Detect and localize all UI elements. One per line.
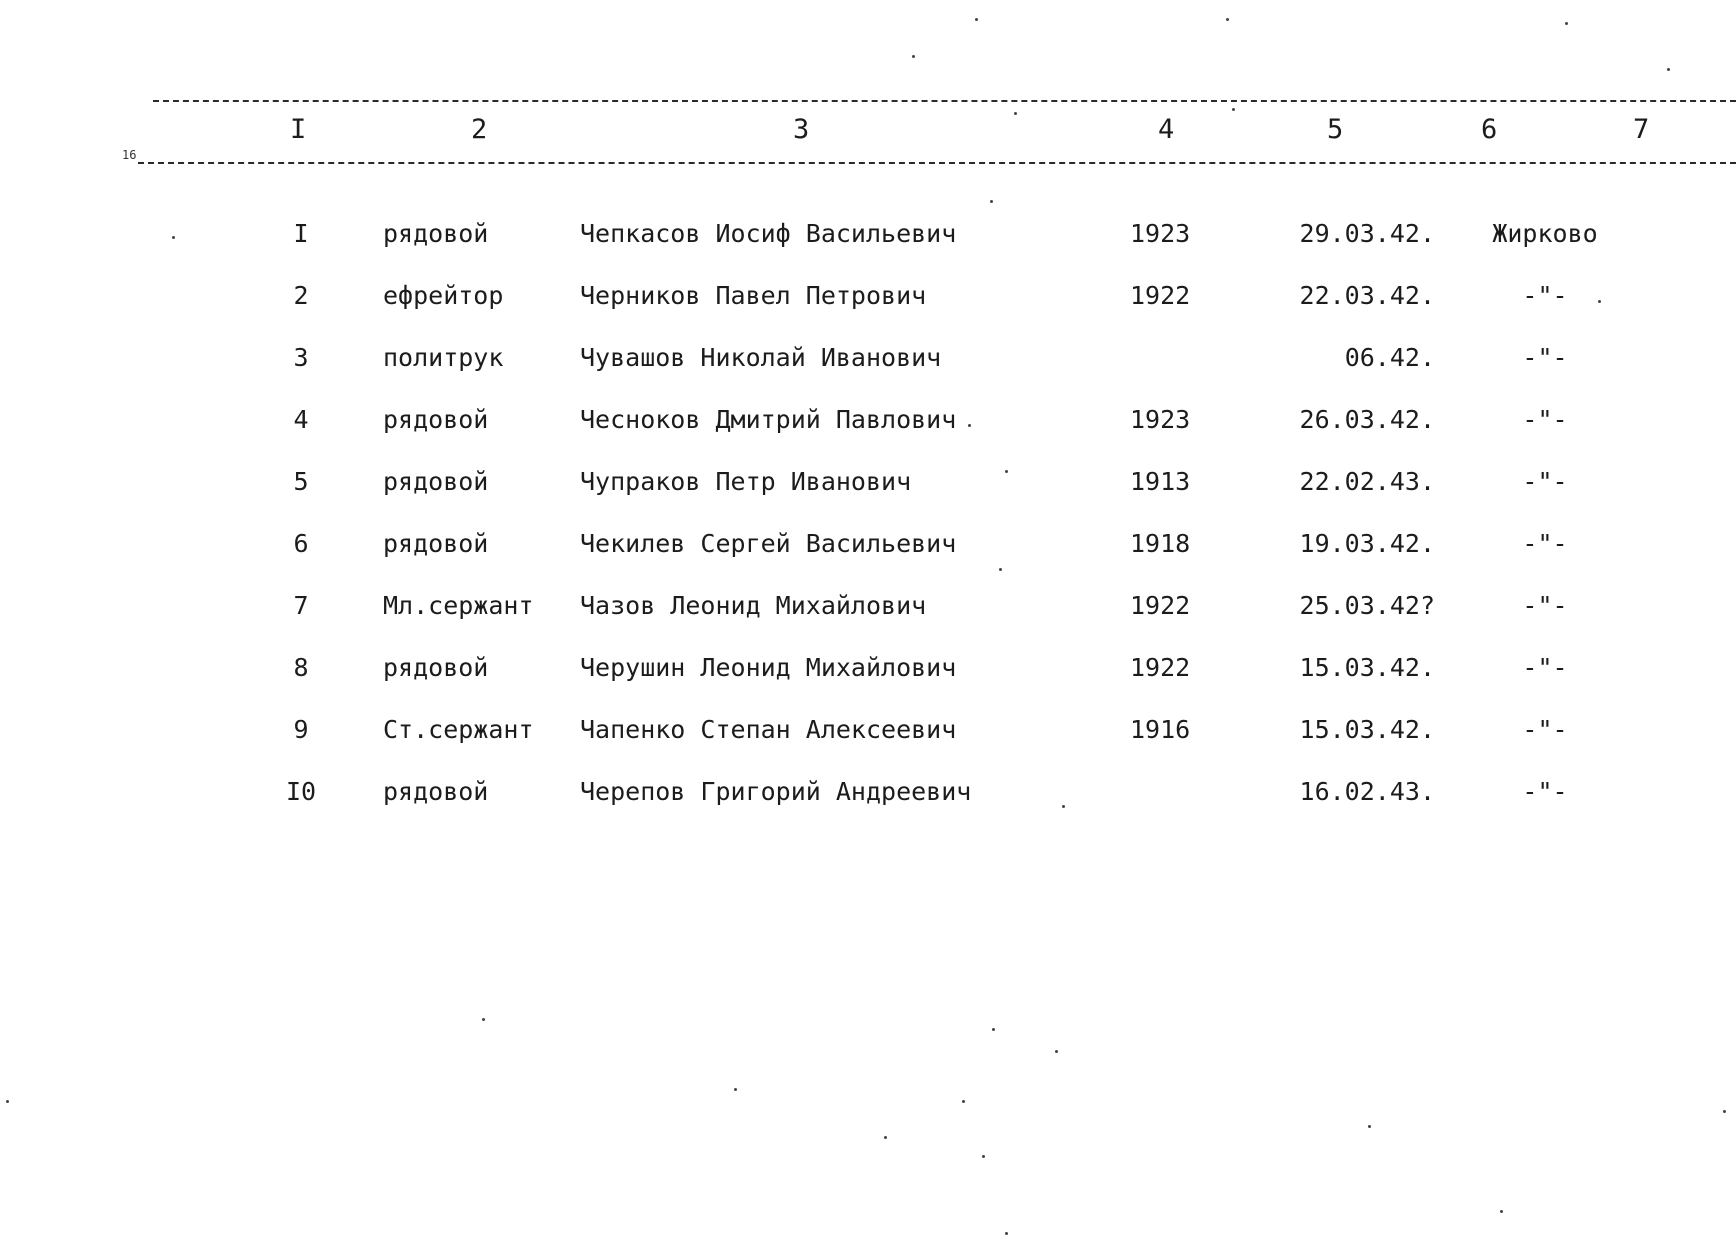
row-5-number: 5 (293, 467, 309, 496)
header-bottom-rule (138, 162, 1736, 164)
row-4-year: 1923 (1130, 405, 1191, 434)
row-5-year: 1913 (1130, 467, 1191, 496)
row-4-number: 4 (293, 405, 309, 434)
row-10-date: 16.02.43. (1299, 777, 1435, 806)
margin-mark: 16 (122, 148, 137, 162)
row-3-name: Чувашов Николай Иванович (580, 343, 942, 372)
column-header-4: 4 (1158, 114, 1175, 145)
row-2-date: 22.03.42. (1299, 281, 1435, 310)
row-6-name: Чекилев Сергей Васильевич (580, 529, 957, 558)
row-1-number: I (293, 219, 309, 248)
column-header-1: I (290, 114, 307, 145)
row-1-year: 1923 (1130, 219, 1191, 248)
row-2-place: -"- (1522, 281, 1568, 310)
row-8-name: Черушин Леонид Михайлович (580, 653, 957, 682)
row-5-place: -"- (1522, 467, 1568, 496)
row-7-date: 25.03.42? (1299, 591, 1435, 620)
row-10-place: -"- (1522, 777, 1568, 806)
row-8-rank: рядовой (383, 653, 489, 682)
column-header-7: 7 (1633, 114, 1650, 145)
row-5-date: 22.02.43. (1299, 467, 1435, 496)
row-2-number: 2 (293, 281, 309, 310)
row-10-rank: рядовой (383, 777, 489, 806)
row-7-year: 1922 (1130, 591, 1191, 620)
row-3-number: 3 (293, 343, 309, 372)
row-7-place: -"- (1522, 591, 1568, 620)
row-9-place: -"- (1522, 715, 1568, 744)
row-9-number: 9 (293, 715, 309, 744)
row-9-rank: Ст.сержант (383, 715, 534, 744)
row-3-place: -"- (1522, 343, 1568, 372)
row-1-rank: рядовой (383, 219, 489, 248)
row-8-date: 15.03.42. (1299, 653, 1435, 682)
row-9-year: 1916 (1130, 715, 1191, 744)
row-4-date: 26.03.42. (1299, 405, 1435, 434)
column-header-5: 5 (1327, 114, 1344, 145)
row-5-rank: рядовой (383, 467, 489, 496)
row-1-date: 29.03.42. (1299, 219, 1435, 248)
row-7-rank: Мл.сержант (383, 591, 534, 620)
row-1-name: Чепкасов Иосиф Васильевич (580, 219, 957, 248)
row-8-number: 8 (293, 653, 309, 682)
row-8-place: -"- (1522, 653, 1568, 682)
row-1-place: Жирково (1492, 219, 1598, 248)
row-6-date: 19.03.42. (1299, 529, 1435, 558)
header-top-rule (153, 100, 1736, 102)
row-5-name: Чупраков Петр Иванович (580, 467, 912, 496)
row-3-date: 06.42. (1344, 343, 1435, 372)
row-6-place: -"- (1522, 529, 1568, 558)
row-7-name: Чазов Леонид Михайлович (580, 591, 927, 620)
row-8-year: 1922 (1130, 653, 1191, 682)
row-4-name: Чесноков Дмитрий Павлович (580, 405, 957, 434)
column-header-2: 2 (471, 114, 488, 145)
row-6-year: 1918 (1130, 529, 1191, 558)
column-header-3: 3 (793, 114, 810, 145)
row-7-number: 7 (293, 591, 309, 620)
row-10-number: I0 (285, 777, 317, 806)
row-4-rank: рядовой (383, 405, 489, 434)
row-3-rank: политрук (383, 343, 504, 372)
row-10-name: Черепов Григорий Андреевич (580, 777, 972, 806)
row-9-name: Чапенко Степан Алексеевич (580, 715, 957, 744)
row-2-name: Черников Павел Петрович (580, 281, 927, 310)
row-2-year: 1922 (1130, 281, 1191, 310)
row-6-rank: рядовой (383, 529, 489, 558)
row-9-date: 15.03.42. (1299, 715, 1435, 744)
row-6-number: 6 (293, 529, 309, 558)
row-4-place: -"- (1522, 405, 1568, 434)
column-header-6: 6 (1481, 114, 1498, 145)
row-2-rank: ефрейтор (383, 281, 504, 310)
